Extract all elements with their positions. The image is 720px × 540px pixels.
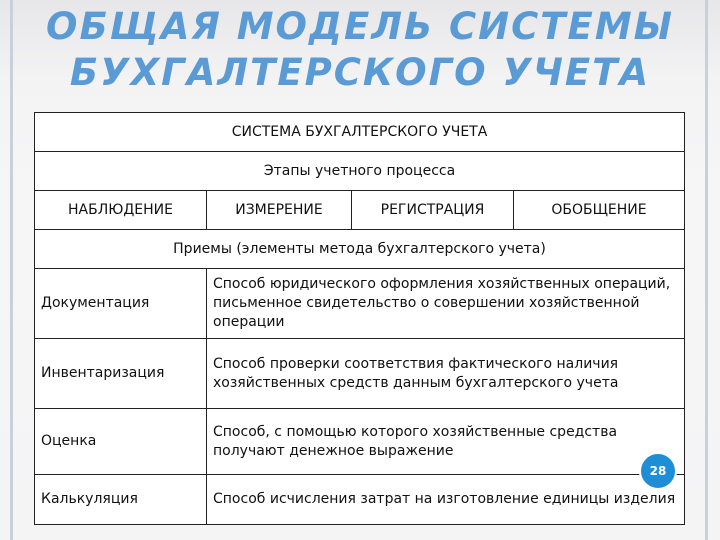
method-description: Способ юридического оформления хозяйственных операций, письменное свидетельство о совершении хозяйственной операции [207, 269, 685, 339]
stages-header-row [35, 152, 685, 191]
stages-row [35, 191, 685, 230]
slide-title-line-1: ОБЩАЯ МОДЕЛЬ СИСТЕМЫ [46, 5, 674, 48]
stage-measurement: ИЗМЕРЕНИЕ [207, 191, 352, 230]
method-row [35, 269, 685, 339]
method-row [35, 409, 685, 475]
methods-header-row [35, 230, 685, 269]
stage-generalization: ОБОБЩЕНИЕ [514, 191, 685, 230]
page-number-badge: 28 [639, 452, 677, 490]
method-row [35, 339, 685, 409]
system-header-row [35, 113, 685, 152]
accounting-model-table [34, 112, 685, 525]
method-description: Способ, с помощью которого хозяйственные средства получают денежное выражение [207, 409, 685, 475]
method-name: Инвентаризация [35, 339, 207, 409]
method-description: Способ проверки соответствия фактического наличия хозяйственных средств данным бухгалтерского учета [207, 339, 685, 409]
slide-title-line-2: БУХГАЛТЕРСКОГО УЧЕТА [69, 51, 651, 94]
slide-title [20, 4, 700, 96]
stage-observation: НАБЛЮДЕНИЕ [35, 191, 207, 230]
method-description: Способ исчисления затрат на изготовление единицы изделия [207, 475, 685, 525]
method-name: Оценка [35, 409, 207, 475]
method-name: Калькуляция [35, 475, 207, 525]
stages-header-cell: Этапы учетного процесса [35, 152, 685, 191]
methods-header-cell: Приемы (элементы метода бухгалтерского учета) [35, 230, 685, 269]
system-header-cell: СИСТЕМА БУХГАЛТЕРСКОГО УЧЕТА [35, 113, 685, 152]
method-name: Документация [35, 269, 207, 339]
stage-registration: РЕГИСТРАЦИЯ [352, 191, 514, 230]
method-row [35, 475, 685, 525]
